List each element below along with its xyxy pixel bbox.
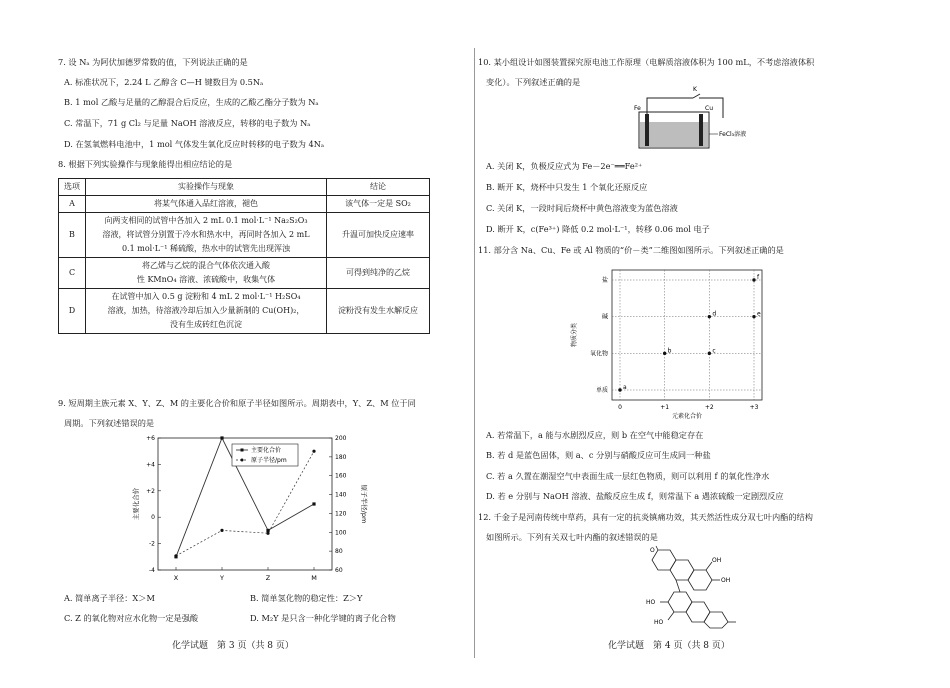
y-axis-label: 主要化合价 (132, 487, 140, 521)
table-cell-operation (86, 213, 327, 258)
operation-line: 性 KMnO₄ 溶液、浓硫酸中，收集气体 (136, 275, 276, 284)
x-tick-label: Y (220, 574, 224, 582)
oh-label: OH (712, 557, 722, 564)
table-cell-operation (86, 289, 327, 334)
valence-point (312, 502, 315, 505)
table-header: 实验操作与现象 (86, 179, 327, 196)
point-d (708, 315, 711, 318)
point-a (618, 388, 621, 391)
q9-option-d: D. M₂Y 是只含一种化学键的离子化合物 (250, 613, 396, 623)
q7-stem: 7. 设 Nₐ 为阿伏加德罗常数的值，下列说法正确的是 (58, 57, 248, 67)
y-tick-label: 0 (151, 514, 155, 522)
legend-label-valence: 主要化合价 (251, 447, 282, 454)
fe-label: Fe (634, 105, 641, 112)
y2-tick-label: 100 (335, 529, 347, 537)
q10-apparatus (633, 86, 753, 150)
q7-option-a: A. 标准状况下，2.24 L 乙醇含 C—H 键数目为 0.5Nₐ (64, 77, 264, 87)
table-cell-option: A (59, 196, 86, 213)
y2-tick-label: 120 (335, 510, 347, 518)
valence-point (266, 529, 269, 532)
q9-option-c: C. Z 的氧化物对应水化物一定是强酸 (64, 613, 199, 623)
table-cell-option: C (59, 258, 86, 289)
y-category-label: 盐 (601, 277, 608, 284)
x-tick-label: X (173, 574, 179, 582)
table-cell-option: D (59, 289, 86, 334)
point-label: e (757, 310, 761, 318)
column-divider (474, 48, 475, 658)
point-label: f (757, 274, 760, 281)
radius-point (312, 450, 315, 453)
point-label: d (712, 310, 717, 318)
wire-left (647, 98, 693, 118)
y2-tick-label: 60 (335, 567, 343, 574)
y2-tick-label: 160 (335, 472, 347, 480)
q10-option-b: B. 断开 K，烧杯中只发生 1 个氧化还原反应 (486, 182, 648, 192)
y-tick-label: -2 (149, 540, 155, 548)
q10-option-d: D. 断开 K，c(Fe³⁺) 降低 0.2 mol·L⁻¹，转移 0.06 mol 电子 (486, 224, 710, 234)
x-tick-label: 0 (618, 404, 622, 411)
switch-label: K (693, 86, 697, 93)
page-footer-right: 化学试题 第 4 页（共 8 页） (608, 641, 730, 651)
table-cell-conclusion: 可得到纯净的乙烷 (327, 258, 430, 289)
point-f (752, 278, 755, 281)
x-tick-label: M (311, 574, 317, 582)
x-tick-label: +1 (660, 404, 670, 411)
x-tick-label: Z (265, 574, 271, 582)
y-category-label: 单质 (595, 387, 608, 394)
cu-label: Cu (705, 105, 713, 112)
right-page (478, 0, 950, 688)
operation-line: 没有生成砖红色沉淀 (170, 320, 242, 329)
cu-electrode (699, 114, 703, 146)
q10-stem-line1: 10. 某小组设计如图装置探究原电池工作原理（电解质溶液体积为 100 mL，不考虑溶液体积 (478, 57, 815, 67)
point-e (752, 315, 755, 318)
switch-lever (693, 94, 700, 98)
x-tick-label: +3 (749, 404, 759, 411)
x-tick-label: +2 (704, 404, 714, 411)
q8-stem: 8. 根据下列实验操作与现象能得出相应结论的是 (58, 159, 233, 169)
q12-stem-line2: 如图所示。下列有关双七叶内酯的叙述错误的是 (486, 532, 658, 542)
y-tick-label: -4 (149, 567, 155, 574)
fe-electrode (645, 114, 649, 146)
table-header-row (59, 179, 430, 196)
solution-label: FeCl₃溶液 (719, 131, 747, 138)
operation-line: 溶液，将试管分别置于冷水和热水中，再同时各加入 2 mL (102, 230, 310, 239)
q11-option-d: D. 若 e 分别与 NaOH 溶液、盐酸反应生成 f，则常温下 a 遇浓硫酸一定剧烈反应 (486, 491, 784, 501)
operation-line: 在试管中加入 0.5 g 淀粉和 4 mL 2 mol·L⁻¹ H₂SO₄ (111, 292, 301, 301)
point-b (663, 352, 666, 355)
radius-point (220, 529, 223, 532)
page-footer-left: 化学试题 第 3 页（共 8 页） (172, 641, 294, 651)
q7-option-c: C. 常温下，71 g Cl₂ 与足量 NaOH 溶液反应，转移的电子数为 Nₐ (64, 118, 311, 128)
q9-option-b: B. 简单氢化物的稳定性：Z＞Y (250, 593, 363, 603)
table-cell-option: B (59, 213, 86, 258)
y2-tick-label: 80 (335, 548, 343, 556)
operation-line: 向两支相同的试管中各加入 2 mL 0.1 mol·L⁻¹ Na₂S₂O₃ (104, 216, 308, 225)
valence-point (220, 436, 223, 439)
oh-label: OH (721, 577, 731, 584)
q7-option-d: D. 在氢氧燃料电池中，1 mol 气体发生氧化反应时转移的电子数为 4Nₐ (64, 139, 325, 149)
q7-option-b: B. 1 mol 乙酸与足量的乙醇混合后反应，生成的乙酸乙酯分子数为 Nₐ (64, 97, 319, 107)
operation-line: 溶液，加热，待溶液冷却后加入少量新制的 Cu(OH)₂， (107, 306, 305, 315)
diagram-frame (612, 270, 762, 400)
y-axis-title: 物质分类 (571, 322, 578, 348)
table-cell-operation (86, 258, 327, 289)
table-cell-conclusion: 淀粉没有发生水解反应 (327, 289, 430, 334)
left-page (0, 0, 470, 688)
point-label: a (623, 384, 627, 391)
q10-stem-line2: 变化）。下列叙述正确的是 (486, 77, 581, 87)
y2-tick-label: 200 (335, 435, 347, 442)
operation-line: 将某气体通入品红溶液，褪色 (154, 199, 258, 208)
q11-option-b: B. 若 d 是蓝色固体，则 a、c 分别与硝酸反应可生成同一种盐 (486, 450, 711, 460)
q9-stem-line1: 9. 短周期主族元素 X、Y、Z、M 的主要化合价和原子半径如图所示。周期表中，Y、Z、M 位于同 (58, 398, 416, 408)
table-row (59, 258, 430, 289)
y2-tick-label: 180 (335, 453, 347, 461)
q11-option-c: C. 若 a 久置在潮湿空气中表面生成一层红色物质，则可以利用 f 的氧化性净水 (486, 471, 770, 481)
x-axis-title: 元素化合价 (671, 413, 703, 420)
y-tick-label: +6 (146, 435, 155, 442)
y-category-label: 氧化物 (589, 350, 608, 358)
y-category-label: 碱 (601, 313, 608, 321)
y2-tick-label: 140 (335, 491, 347, 499)
solution (640, 122, 708, 147)
table-row (59, 213, 430, 258)
point-c (708, 352, 711, 355)
point-label: c (712, 347, 716, 355)
atom-o-label: O (650, 547, 655, 554)
legend-marker-valence (241, 449, 244, 452)
y-tick-label: +2 (146, 487, 155, 495)
q11-diagram (568, 262, 778, 422)
table-cell-conclusion: 升温可加快反应速率 (327, 213, 430, 258)
ho-label: HO (654, 619, 664, 626)
table-cell-operation (86, 196, 327, 213)
table-row (59, 289, 430, 334)
table-header: 结论 (327, 179, 430, 196)
q10-option-c: C. 关闭 K，一段时间后烧杯中黄色溶液变为蓝色溶液 (486, 203, 678, 213)
legend-marker-radius (241, 459, 244, 462)
q10-option-a: A. 关闭 K，负极反应式为 Fe－2e⁻══Fe²⁺ (486, 161, 643, 171)
ho-label: HO (646, 599, 656, 606)
y2-axis-label: 原子半径/pm (360, 484, 368, 524)
radius-point (174, 554, 177, 557)
operation-line: 0.1 mol·L⁻¹ 稀硫酸，热水中的试管先出现浑浊 (121, 244, 291, 253)
point-label: b (667, 347, 672, 355)
q8-table (58, 178, 430, 334)
y-tick-label: +4 (146, 461, 155, 469)
q12-stem-line1: 12. 千金子是河南传统中草药，具有一定的抗炎镇痛功效，其天然活性成分双七叶内酯的结构 (478, 512, 813, 522)
q11-option-a: A. 若常温下，a 能与水剧烈反应，则 b 在空气中能稳定存在 (486, 430, 704, 440)
radius-point (266, 532, 269, 535)
table-header: 选项 (59, 179, 86, 196)
q9-option-a: A. 简单离子半径：X＞M (64, 593, 155, 603)
table-row (59, 196, 430, 213)
q12-structure (628, 546, 758, 628)
q11-stem: 11. 部分含 Na、Cu、Fe 或 Al 物质的“价－类”二维图如图所示。下列叙述正确的是 (478, 245, 784, 255)
q9-stem-line2: 周期。下列叙述错误的是 (64, 418, 155, 428)
operation-line: 将乙烯与乙烷的混合气体依次通入酸 (142, 261, 270, 270)
table-cell-conclusion: 该气体一定是 SO₂ (327, 196, 430, 213)
q9-chart (130, 432, 370, 590)
legend-label-radius: 原子半径/pm (251, 457, 287, 464)
bond-lines (652, 546, 736, 628)
